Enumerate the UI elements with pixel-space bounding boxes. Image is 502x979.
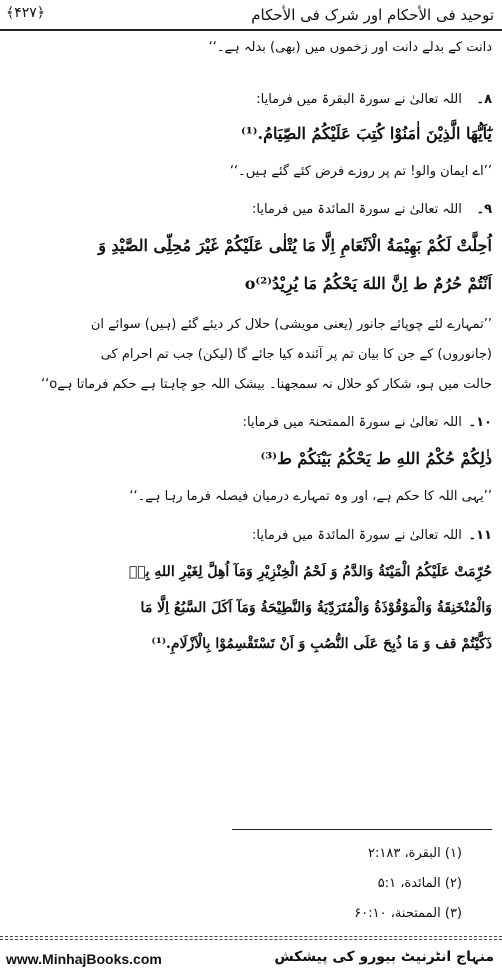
item-9-translation-2: (جانوروں) کے جن کا بیان تم پر آئندہ کیا جائے گا (لیکن) جب تم احرام کی — [100, 347, 492, 362]
publisher-credit: منہاج انٹرنیٹ بیورو کی پیشکش — [274, 949, 494, 965]
footnote-1: (۱) البقرة، ۲:۱۸۳ — [368, 846, 462, 861]
item-9-arabic-1: اُحِلَّتْ لَكُمْ بَهِيْمَةُ الْاَنْعَامِ اِلَّا مَا يُتْلٰى عَلَيْكُمْ غَيْرَ مُحِلِّى الصَّيْدِ وَ — [98, 236, 492, 255]
item-9-translation-3: حالت میں ہو، شکار کو حلال نہ سمجھنا۔ بیشک اللہ جو چاہتا ہے حکم فرماتا ہےo‘‘ — [41, 377, 492, 392]
footer-rule-top — [0, 936, 502, 937]
item-10-number: ۱۰۔ — [468, 415, 492, 430]
item-9-arabic-2: اَنْتُمْ حُرُمٌ ط اِنَّ اللهَ يَحْكُمُ مَا يُرِيْدُo⁽²⁾ — [244, 274, 492, 293]
item-9-number: ۹۔ — [476, 202, 492, 217]
book-title: توحید فی الأحکام اور شرک فی الأحکام — [251, 6, 494, 24]
continued-translation: دانت کے بدلے دانت اور زخموں میں (بھی) بدلہ ہے۔‘‘ — [208, 40, 492, 55]
item-11-intro — [252, 528, 492, 543]
item-11-arabic-2: وَالْمُنْخَنِقَةُ وَالْمَوْقُوْذَةُ وَالْمُتَرَدِّيَةُ وَالنَّطِيْحَةُ وَمَآ اَكَلَ السَّبُعُ اِلَّا مَا — [140, 600, 492, 616]
footnote-2: (۲) المائدة، ۵:۱ — [377, 876, 462, 891]
item-8-arabic: يٰٓاَيُّهَا الَّذِيْنَ اٰمَنُوْا كُتِبَ عَلَيْكُمُ الصِّيَامُ.⁽¹⁾ — [240, 124, 492, 143]
footer-rule-bottom — [0, 939, 502, 940]
item-9-intro — [252, 202, 492, 217]
item-11-number: ۱۱۔ — [468, 528, 492, 543]
item-9-translation-1: ’’تمہارے لئے چوپائے جانور (یعنی مویشی) حلال کر دیئے گئے (ہیں) سوائے ان — [90, 317, 492, 332]
item-10-translation: ’’یہی اللہ کا حکم ہے، اور وہ تمہارے درمیان فیصلہ فرما رہا ہے۔‘‘ — [129, 489, 492, 504]
page-number: ﴿۴۲۷﴾ — [6, 5, 45, 21]
header-rule — [0, 29, 502, 31]
page-header — [0, 0, 502, 30]
item-11-arabic-1: حُرِّمَتْ عَلَيْكُمُ الْمَيْتَةُ وَالدَّمُ وَ لَحْمُ الْخِنْزِيْرِ وَمَآ اُهِلَّ لِغَيْرِ اللهِ بِهٖ — [128, 564, 492, 580]
item-8-intro-text: اللہ تعالیٰ نے سورۃ البقرۃ میں فرمایا: — [256, 92, 462, 107]
item-9-intro-text: اللہ تعالیٰ نے سورۃ المائدۃ میں فرمایا: — [252, 202, 462, 217]
item-11-arabic-3: ذَكَّيْتُمْ قف وَ مَا ذُبِحَ عَلَى النُّصُبِ وَ اَنْ تَسْتَقْسِمُوْا بِالْاَزْلَامِ.⁽¹⁾ — [151, 636, 492, 652]
footnote-3: (۳) الممتحنة، ۶۰:۱۰ — [354, 906, 462, 921]
item-10-intro-text: اللہ تعالیٰ نے سورۃ الممتحنۃ میں فرمایا: — [242, 415, 462, 430]
website-link[interactable]: www.MinhajBooks.com — [6, 951, 162, 967]
item-11-intro-text: اللہ تعالیٰ نے سورۃ المائدۃ میں فرمایا: — [252, 528, 462, 543]
footnote-separator — [232, 829, 492, 830]
item-8-number: ۸۔ — [476, 92, 492, 107]
item-8-translation: ’’اے ایمان والو! تم پر روزے فرض کئے گئے ہیں۔‘‘ — [229, 164, 492, 179]
item-8-intro — [256, 92, 492, 107]
item-10-arabic: ذٰلِكُمْ حُكْمُ اللهِ ط يَحْكُمُ بَيْنَكُمْ ط⁽³⁾ — [260, 449, 492, 468]
item-10-intro — [243, 415, 492, 430]
